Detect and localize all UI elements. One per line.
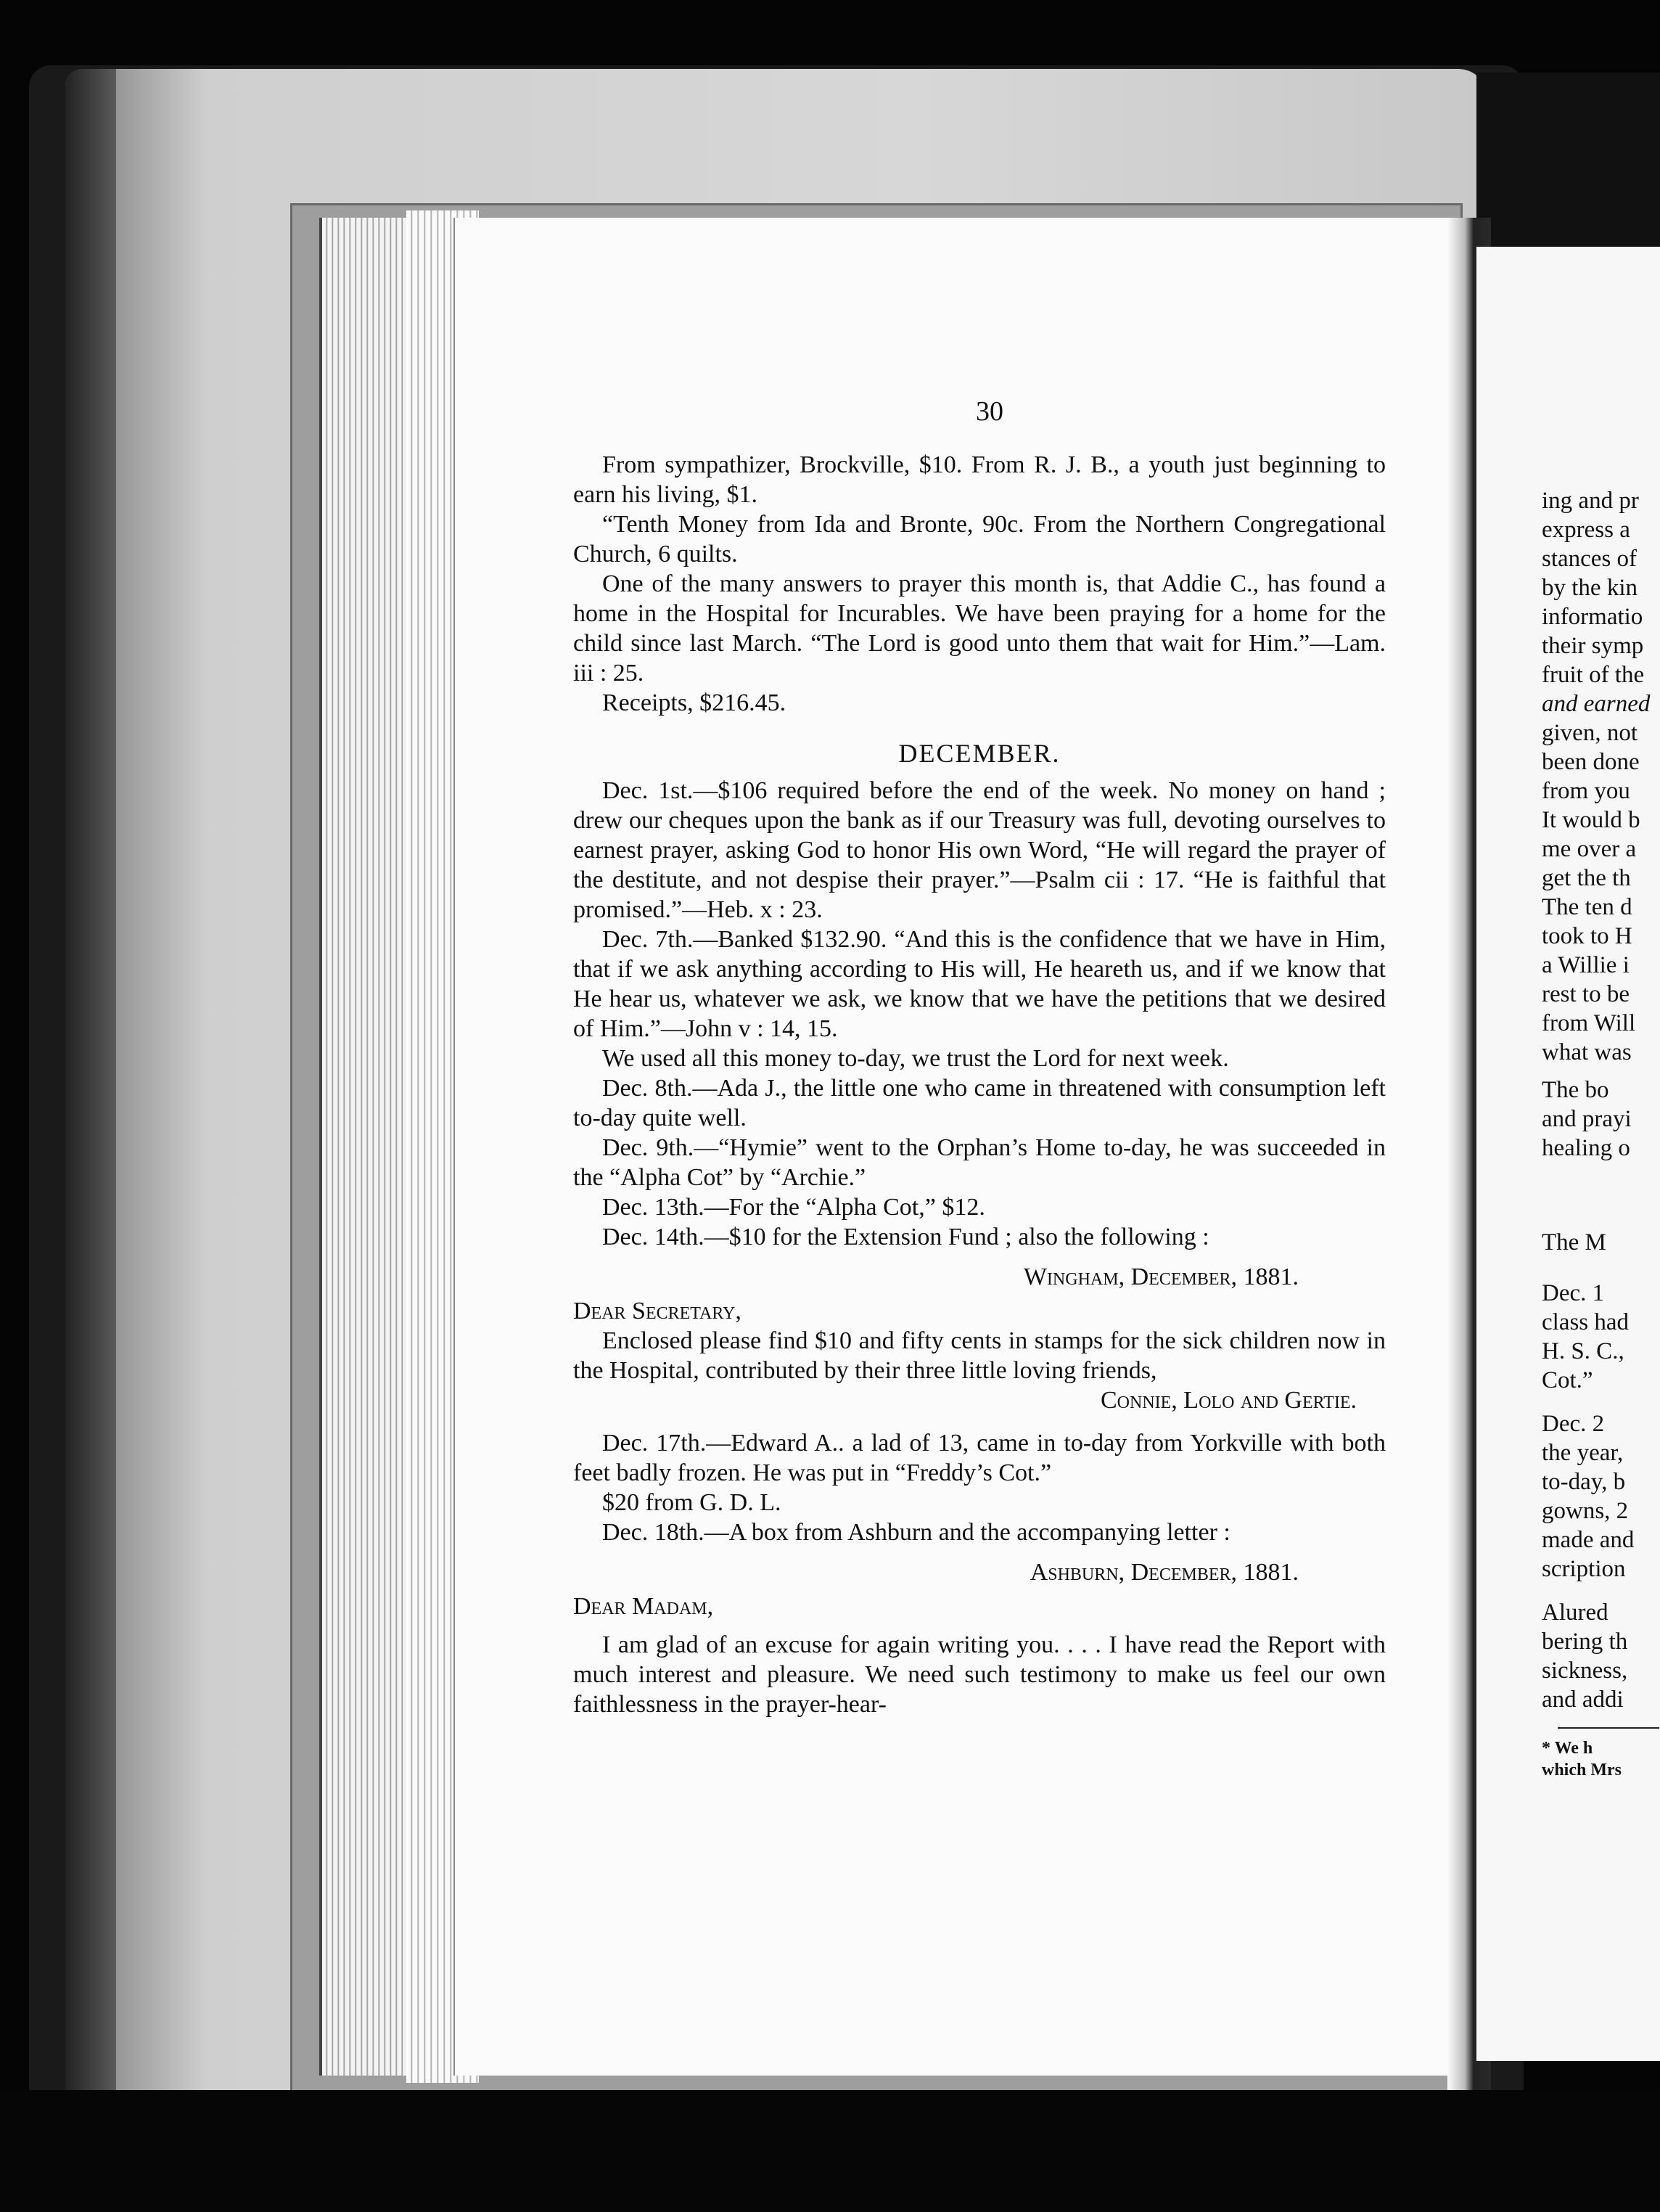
right-background-dark: [1476, 73, 1660, 247]
text-line: to-day, b: [1542, 1469, 1626, 1495]
paragraph: From sympathizer, Brockville, $10. From R. J. B., a youth just beginning to earn his living, $1.: [573, 451, 1386, 508]
text-line: The bo: [1542, 1077, 1609, 1103]
paragraph: “Tenth Money from Ida and Bronte, 90c. From the Northern Congregational Church, 6 quilts.: [573, 511, 1386, 568]
footnote-rule: [1558, 1727, 1659, 1729]
text-line: The M: [1542, 1229, 1606, 1255]
left-page-text: [573, 450, 1386, 1719]
letter-body: Enclosed please find $10 and fifty cents in stamps for the sick children now in the Hospital, contributed by their three little loving friends,: [573, 1327, 1386, 1384]
text-line: from you: [1542, 778, 1630, 804]
text-line: class had: [1542, 1309, 1630, 1335]
text-line: their symp: [1542, 633, 1644, 659]
text-line: Alured: [1542, 1599, 1608, 1626]
text-line: been done: [1542, 749, 1640, 775]
book-spine-edge: [65, 69, 116, 2152]
text-line: informatio: [1542, 604, 1643, 630]
diary-entry: Dec. 1st.—$106 required before the end of the week. No money on hand ; drew our cheques upon the bank as if our Treasury was full, devoting ourselves to earnest prayer, asking God to honor His own Word, “He will regard the prayer of the destitute, and not despise their prayer.”—Psalm cii : 17. “He is faithful that promised.”—Heb. x : 23.: [573, 777, 1386, 923]
text-line: express a: [1542, 517, 1630, 543]
letter-salutation: Dear Secretary,: [573, 1298, 741, 1324]
footnote-line: * We h: [1542, 1739, 1593, 1758]
text-line: and earned: [1542, 691, 1651, 717]
text-line: me over a: [1542, 836, 1637, 862]
text-line: sickness,: [1542, 1658, 1628, 1684]
page-number: 30: [976, 396, 1003, 427]
diary-entry: Dec. 17th.—Edward A.. a lad of 13, came in to-day from Yorkville with both feet badly frozen. He was put in “Freddy’s Cot.”: [573, 1430, 1386, 1486]
text-line: rest to be: [1542, 981, 1630, 1007]
diary-entry: Dec. 18th.—A box from Ashburn and the accompanying letter :: [602, 1519, 1230, 1546]
text-line: [1542, 1221, 1660, 1228]
text-line: ing and pr: [1542, 488, 1639, 514]
text-line: by the kin: [1542, 575, 1638, 601]
paragraph: One of the many answers to prayer this month is, that Addie C., has found a home in the Hospital for Incurables. We have been praying for a home for the child since last March. “The Lord is good unto them that wait for Him.”—Lam. iii : 25.: [573, 570, 1386, 687]
text-line: [1542, 1257, 1660, 1279]
letter-body: I am glad of an excuse for again writing you. . . . I have read the Report with much interest and pleasure. We need such testimony to make us feel our own faithlessness in the prayer-hear-: [573, 1631, 1386, 1718]
text-line: took to H: [1542, 923, 1632, 949]
text-line: [1542, 1192, 1660, 1221]
diary-entry: $20 from G. D. L.: [602, 1489, 781, 1516]
text-line: Cot.”: [1542, 1367, 1593, 1393]
diary-entry: We used all this money to-day, we trust the Lord for next week.: [602, 1045, 1229, 1072]
letter-place-date: Wingham, December, 1881.: [1023, 1263, 1299, 1290]
diary-entry: Dec. 9th.—“Hymie” went to the Orphan’s Home to-day, he was succeeded in the “Alpha Cot” by “Archie.”: [573, 1134, 1386, 1191]
letter-place-date: Ashburn, December, 1881.: [1030, 1559, 1299, 1586]
footnote-line: which Mrs: [1542, 1761, 1622, 1779]
text-line: [1542, 1163, 1660, 1192]
text-line: scription: [1542, 1556, 1626, 1582]
section-heading: DECEMBER.: [898, 739, 1061, 768]
text-line: stances of: [1542, 546, 1638, 572]
right-page-text: [1542, 486, 1660, 1781]
text-line: the year,: [1542, 1440, 1624, 1466]
text-line: what was: [1542, 1039, 1632, 1065]
text-line: gowns, 2: [1542, 1498, 1629, 1524]
text-line: Dec. 1: [1542, 1280, 1605, 1306]
text-line: from Will: [1542, 1010, 1636, 1036]
text-line: bering th: [1542, 1629, 1628, 1655]
text-line: [1542, 1067, 1660, 1076]
text-line: [1542, 1584, 1660, 1598]
diary-entry: Dec. 13th.—For the “Alpha Cot,” $12.: [602, 1194, 985, 1221]
letter-salutation: Dear Madam,: [573, 1593, 714, 1620]
text-line: Dec. 2: [1542, 1411, 1605, 1437]
diary-entry: Dec. 14th.—$10 for the Extension Fund ; also the following :: [602, 1224, 1209, 1250]
diary-entry: Dec. 8th.—Ada J., the little one who came in threatened with consumption left to-day quite well.: [573, 1075, 1386, 1131]
text-line: [1542, 1395, 1660, 1409]
text-line: fruit of the: [1542, 662, 1645, 688]
text-line: healing o: [1542, 1135, 1630, 1161]
text-line: get the th: [1542, 865, 1631, 891]
text-line: given, not: [1542, 720, 1638, 746]
text-line: H. S. C.,: [1542, 1338, 1624, 1364]
text-line: It would b: [1542, 807, 1640, 833]
text-line: and prayi: [1542, 1106, 1632, 1132]
letter-signature: Connie, Lolo and Gertie.: [1100, 1387, 1357, 1414]
text-line: a Willie i: [1542, 952, 1630, 978]
text-line: made and: [1542, 1527, 1635, 1553]
text-line: The ten d: [1542, 894, 1632, 920]
diary-entry: Dec. 7th.—Banked $132.90. “And this is the confidence that we have in Him, that if we ask anything according to His will, He heareth us, and if we know that He hear us, whatever we ask, we know that we have the petitions that we desired of Him.”—John v : 14, 15.: [573, 926, 1386, 1042]
paragraph: Receipts, $216.45.: [602, 689, 786, 716]
text-line: and addi: [1542, 1687, 1624, 1713]
bottom-background: [0, 2090, 1660, 2212]
